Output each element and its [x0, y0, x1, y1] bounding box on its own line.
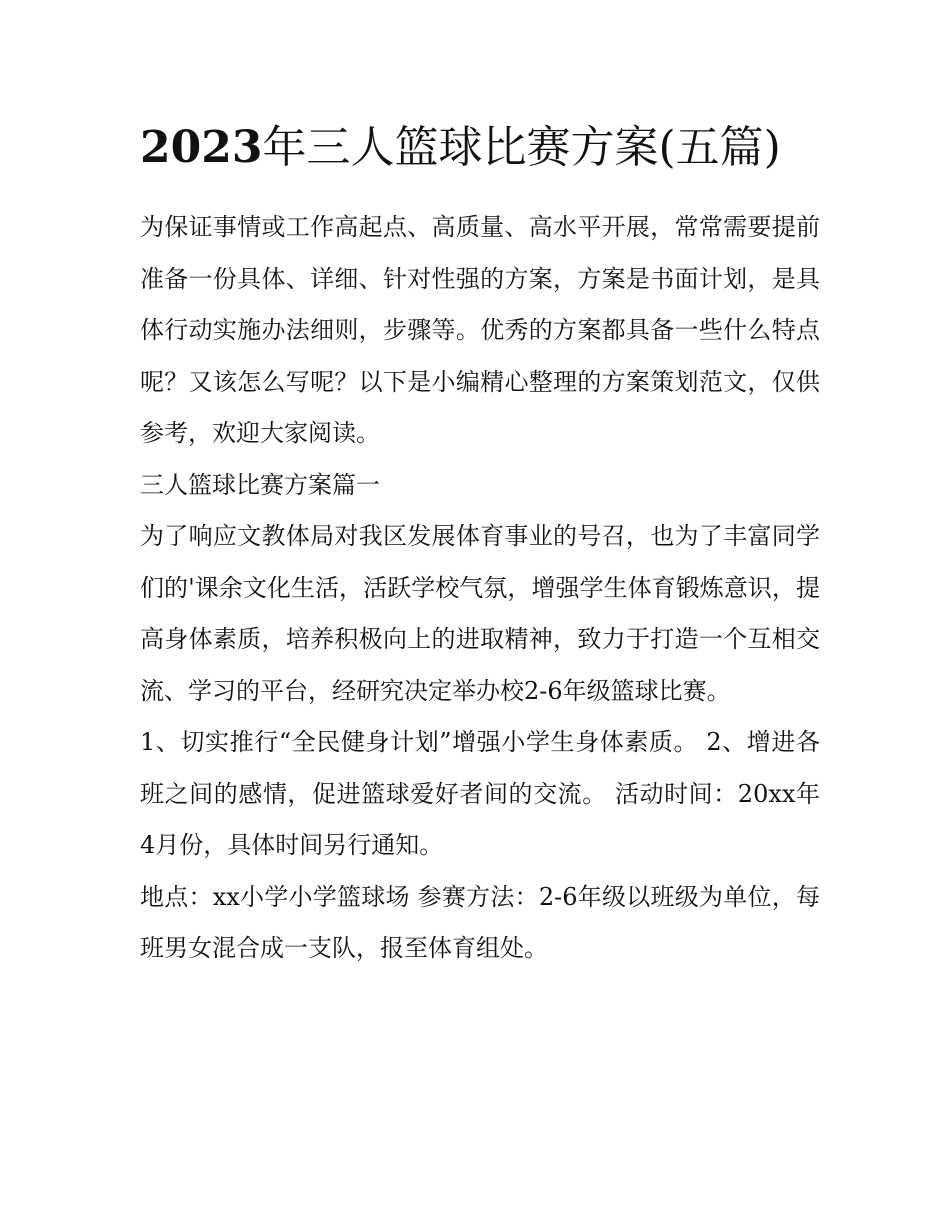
title-year: 2023: [140, 122, 263, 173]
location-paragraph: 地点：xx小学小学篮球场 参赛方法：2-6年级以班级为单位，每班男女混合成一支队，报至体育组处。: [140, 882, 820, 962]
document-page: [140, 112, 820, 975]
section-heading: 三人篮球比赛方案篇一: [140, 470, 380, 499]
purpose-paragraph: 为了响应文教体局对我区发展体育事业的号召，也为了丰富同学们的'课余文化生活，活跃学校气氛，增强学生体育锻炼意识，提高身体素质，培养积极向上的进取精神，致力于打造一个互相交流、学习的平台，经研究决定举办校2-6年级篮球比赛。: [140, 522, 820, 705]
document-title: [140, 112, 820, 184]
title-text: 年三人篮球比赛方案(五篇): [262, 122, 781, 173]
goals-paragraph: 1、切实推行“全民健身计划”增强小学生身体素质。 2、增进各班之间的感情，促进篮球爱好者间的交流。 活动时间：20xx年4月份，具体时间另行通知。: [140, 728, 820, 859]
intro-paragraph: 为保证事情或工作高起点、高质量、高水平开展，常常需要提前准备一份具体、详细、针对性强的方案，方案是书面计划，是具体行动实施办法细则，步骤等。优秀的方案都具备一些什么特点呢？又该怎么写呢？以下是小编精心整理的方案策划范文，仅供参考，欢迎大家阅读。: [140, 213, 820, 447]
